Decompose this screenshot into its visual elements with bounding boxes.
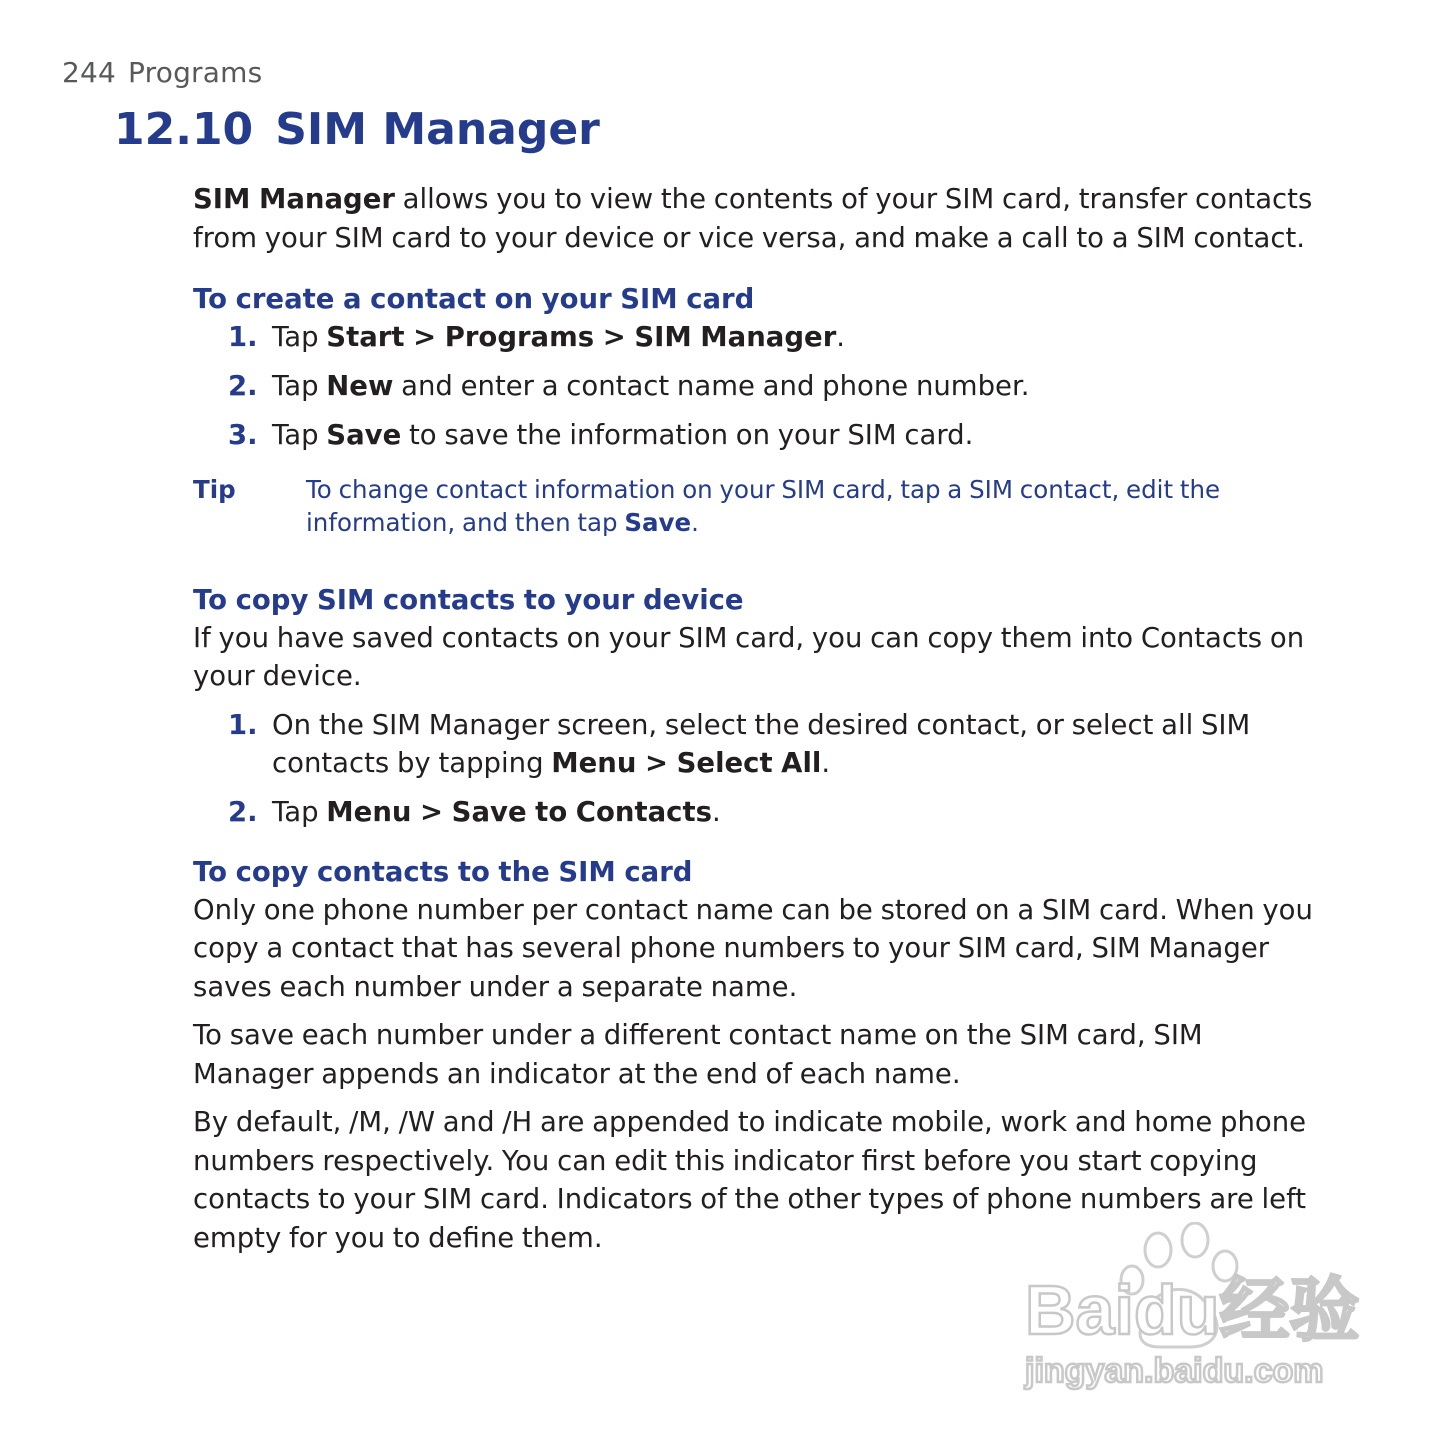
watermark-brand: Baidu经验 (1025, 1271, 1360, 1349)
step-text-end: to save the information on your SIM card. (401, 419, 974, 451)
copy-to-device-steps (193, 706, 1318, 832)
copy-to-device-body: If you have saved contacts on your SIM card, you can copy them into Contacts on your device. (193, 621, 1305, 692)
list-item (193, 318, 1318, 357)
step-number: 1. (228, 708, 258, 741)
tip-end: . (691, 507, 699, 537)
step-command: Save (326, 419, 402, 451)
step-text-end: and enter a contact name and phone number. (393, 370, 1030, 402)
list-item (193, 793, 1318, 832)
intro-text: allows you to view the contents of your SIM card, transfer contacts from your SIM card to your device or vice versa, and make a call to a SIM contact. (193, 183, 1313, 254)
copy-to-sim-paragraph-1: Only one phone number per contact name can be stored on a SIM card. When you copy a contact that has several phone numbers to your SIM card, SIM Manager saves each number under a separate name. (193, 893, 1313, 1003)
step-number: 2. (228, 370, 258, 402)
step-command: New (326, 370, 394, 402)
baidu-watermark-logo (1020, 1222, 1360, 1392)
page-body (193, 180, 1318, 1267)
chapter-name: Programs (128, 56, 263, 89)
heading-copy-to-device: To copy SIM contacts to your device (193, 583, 744, 616)
tip-bold: Save (624, 507, 692, 537)
intro-paragraph (193, 180, 1318, 257)
step-text-end: . (836, 321, 846, 353)
paw-toe-2 (1182, 1223, 1208, 1257)
step-command: Start > Programs > SIM Manager (326, 321, 837, 353)
tip-text: To change contact information on your SIM card, tap a SIM contact, edit the information, and then tap (306, 474, 1221, 537)
list-item (193, 367, 1318, 406)
step-command: Menu > Select All (551, 747, 822, 779)
page-number: 244 (62, 56, 117, 89)
section-number: 12.10 (114, 104, 254, 155)
copy-to-sim-paragraph-2: To save each number under a different contact name on the SIM card, SIM Manager appends an indicator at the end of each name. (193, 1019, 1203, 1090)
create-contact-steps (193, 318, 1318, 455)
step-text: On the SIM Manager screen, select the desired contact, or select all SIM contacts by tapping (272, 708, 1251, 779)
step-number: 1. (228, 321, 258, 353)
step-text: Tap (272, 321, 327, 353)
list-item (193, 416, 1318, 455)
heading-copy-to-sim: To copy contacts to the SIM card (193, 855, 693, 888)
step-number: 2. (228, 796, 258, 828)
heading-create-contact: To create a contact on your SIM card (193, 283, 755, 315)
tip-label: Tip (193, 474, 236, 504)
watermark-url: jingyan.baidu.com (1025, 1352, 1324, 1390)
step-text: Tap (272, 419, 327, 451)
paw-toe-1 (1145, 1233, 1171, 1267)
list-item (193, 706, 1318, 783)
running-head (62, 56, 262, 89)
step-text: Tap (272, 796, 327, 828)
step-text-end: . (821, 747, 831, 779)
step-text: Tap (272, 370, 327, 402)
intro-bold: SIM Manager (193, 183, 395, 215)
copy-to-sim-paragraph-3: By default, /M, /W and /H are appended to indicate mobile, work and home phone numbers respectively. You can edit this indicator first before you start copying contacts to your SIM card. Indicators of the other types of phone numbers are left empty for you to define them. (193, 1106, 1307, 1254)
section-title (114, 104, 600, 155)
section-title-text: SIM Manager (275, 104, 600, 155)
step-command: Menu > Save to Contacts (326, 796, 712, 828)
step-text-end: . (711, 796, 721, 828)
tip-note (193, 473, 1318, 539)
step-number: 3. (228, 419, 258, 451)
